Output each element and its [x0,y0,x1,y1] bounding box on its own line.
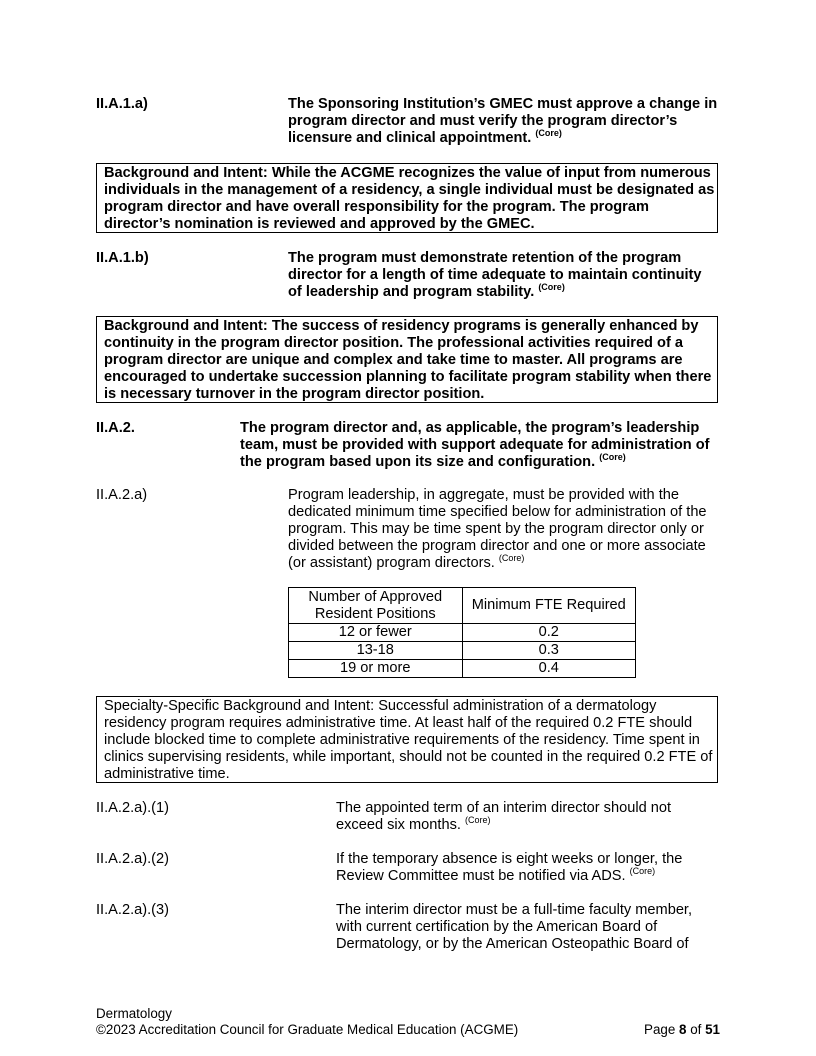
page-prefix: Page [644,1022,680,1037]
table-row [289,624,636,642]
footer-copyright: ©2023 Accreditation Council for Graduate Medical Education (ACGME) [96,1022,519,1037]
core-tag: (Core) [535,128,562,138]
requirement-text: The interim director must be a full-time faculty member, with current certification by the American Board of Dermatology, or by the American Osteopathic Board of [336,902,693,952]
background-intent-box: Background and Intent: The success of residency programs is generally enhanced by continuity in the program director position. The professional activities required of a program director are unique and complex and take time to master. All programs are encouraged to undertake succession planning to facilitate program stability when there is necessary turnover in the program director position. [96,316,718,403]
page-current: 8 [679,1022,687,1037]
requirement-text [288,250,713,301]
table-header-row [289,588,636,624]
requirement-body: If the temporary absence is eight weeks or longer, the Review Committee must be notified via ADS. [336,851,683,884]
background-intent-box: Background and Intent: While the ACGME recognizes the value of input from numerous individuals in the management of a residency, a single individual must be designated as program director and have overall responsibility for the program. The program director’s nomination is reviewed and approved by the GMEC. [96,163,718,233]
section-number: II.A.2.a) [96,487,148,503]
table-row [289,642,636,660]
section-number: II.A.1.b) [96,250,149,266]
page-of: of [686,1022,706,1037]
requirement-text [336,851,708,885]
core-tag: (Core) [629,866,656,876]
requirement-text [336,800,708,834]
requirement-text [240,420,720,471]
requirement-text [288,96,728,147]
footer-specialty: Dermatology [96,1006,172,1021]
section-number: II.A.2.a).(1) [96,800,169,816]
requirement-body: The Sponsoring Institution’s GMEC must approve a change in program director and must verify the program director’s licensure and clinical appointment. [288,96,718,146]
table-cell: 13-18 [289,642,463,660]
requirement-body: Program leadership, in aggregate, must be provided with the dedicated minimum time specified below for administration of the program. This may be time spent by the program director only or divided between the program director and one or more associate (or assistant) program directors. [288,487,707,571]
core-tag: (Core) [464,815,491,825]
table-cell: 0.3 [462,642,636,660]
core-tag: (Core) [538,282,565,292]
requirement-body: The program must demonstrate retention of the program director for a length of time adequate to maintain continuity of leadership and program stability. [288,250,702,300]
page-total: 51 [705,1022,720,1037]
requirement-body: The program director and, as applicable, the program’s leadership team, must be provided with support adequate for administration of the program based upon its size and configuration. [240,420,710,470]
core-tag: (Core) [599,452,626,462]
column-header: Minimum FTE Required [462,588,636,624]
table-cell: 0.2 [462,624,636,642]
table-row [289,660,636,678]
core-tag: (Core) [498,553,525,563]
section-number: II.A.1.a) [96,96,148,112]
section-number: II.A.2.a).(3) [96,902,169,918]
table-cell: 19 or more [289,660,463,678]
column-header: Number of Approved Resident Positions [289,588,463,624]
section-number: II.A.2.a).(2) [96,851,169,867]
requirement-body: The appointed term of an interim director should not exceed six months. [336,800,672,833]
table-cell: 12 or fewer [289,624,463,642]
table-cell: 0.4 [462,660,636,678]
requirement-text [288,487,716,572]
section-number: II.A.2. [96,420,135,436]
specialty-background-intent-box: Specialty-Specific Background and Intent: Successful administration of a dermatology residency program requires administrative time. At least half of the required 0.2 FTE should include blocked time to complete administrative requirements of the residency. Time spent in clinics supervising residents, while important, should not be counted in the required 0.2 FTE of administrative time. [96,696,718,783]
fte-table [288,587,636,678]
page-number [644,1022,720,1038]
